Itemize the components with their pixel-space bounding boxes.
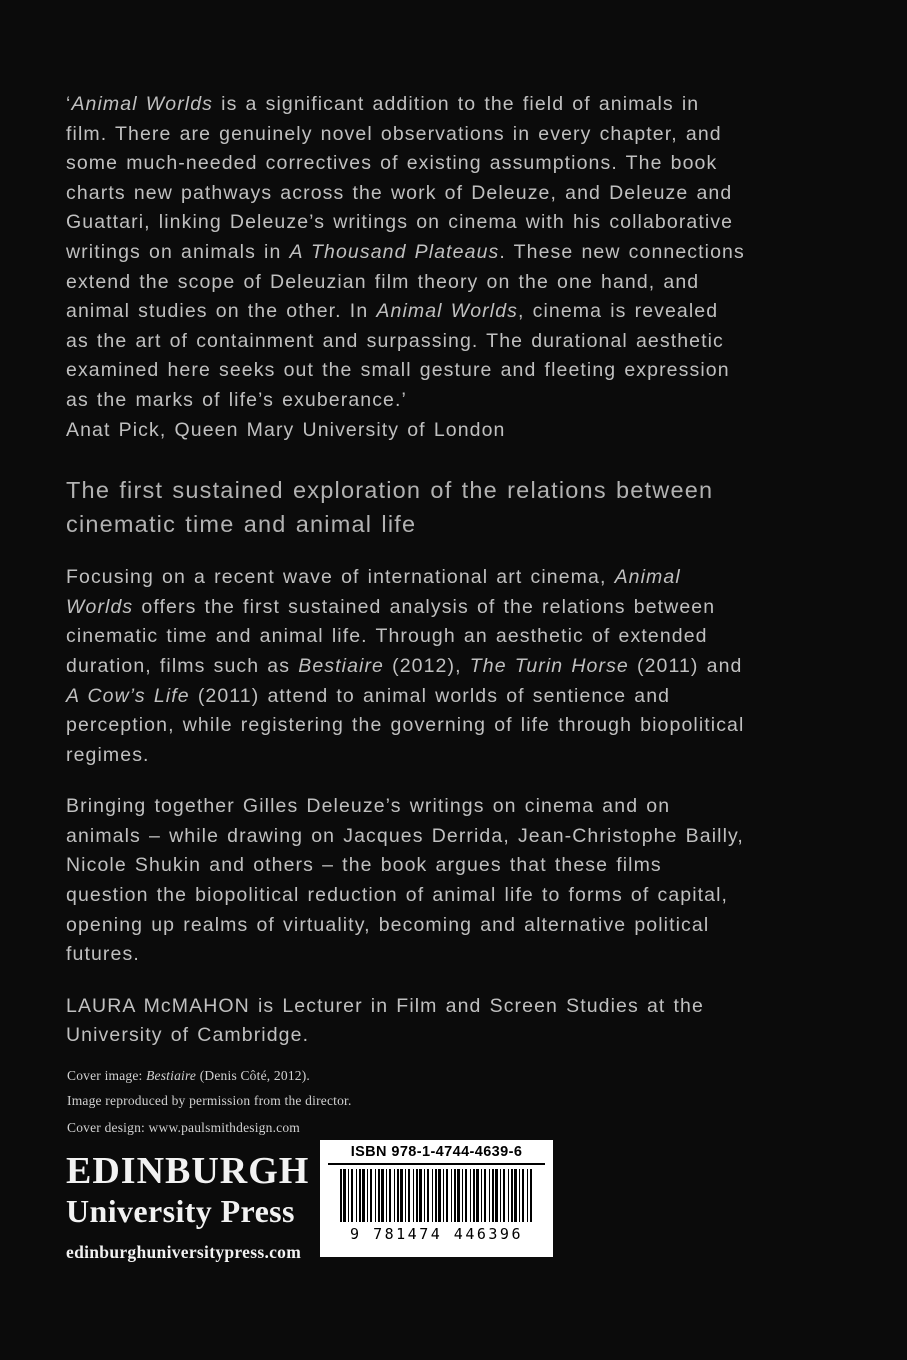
credit-cover-image: Cover image: Bestiaire (Denis Côté, 2012). xyxy=(67,1068,310,1083)
barcode-number: 9 781474 446396 xyxy=(350,1225,523,1243)
cover-text-content xyxy=(66,90,748,1051)
publisher-website: edinburghuniversitypress.com xyxy=(66,1242,302,1263)
credit-cover-design: Cover design: www.paulsmithdesign.com xyxy=(67,1120,300,1135)
description-paragraph-1: Focusing on a recent wave of international art cinema, Animal Worlds offers the first sustained analysis of the relations between cinematic time and animal life. Through an aesthetic of extended duration, films such as Bestiaire (2012), The Turin Horse (2011) and A Cow’s Life (2011) attend to animal worlds of sentience and perception, while registering the governing of life through biopolitical regimes. xyxy=(66,566,745,766)
description-paragraph-2: Bringing together Gilles Deleuze’s writings on cinema and on animals – while drawing on Jacques Derrida, Jean-Christophe Bailly, Nicole Shukin and others – the book argues that these films question the biopolitical reduction of animal life to forms of capital, opening up realms of virtuality, becoming and alternative political futures. xyxy=(66,795,744,966)
publisher-name-line2: University Press xyxy=(66,1192,295,1229)
author-bio: LAURA McMAHON is Lecturer in Film and Screen Studies at the University of Cambridge. xyxy=(66,994,704,1047)
publisher-logo xyxy=(66,1152,309,1263)
credit-permission: Image reproduced by permission from the director. xyxy=(67,1092,352,1108)
credits-block xyxy=(67,1064,352,1141)
isbn-label: ISBN 978-1-4744-4639-6 xyxy=(328,1144,545,1165)
review-attribution: Anat Pick, Queen Mary University of London xyxy=(66,418,506,441)
tagline: The first sustained exploration of the relations between cinematic time and animal life xyxy=(66,477,714,538)
barcode-bars xyxy=(340,1169,533,1222)
barcode xyxy=(320,1140,553,1257)
publisher-name-line1: EDINBURGH xyxy=(66,1150,310,1192)
review-quote: ‘Animal Worlds is a significant addition to the field of animals in film. There are genuinely novel observations in every chapter, and some much-needed correctives of existing assumptions. The book charts new pathways across the work of Deleuze, and Deleuze and Guattari, linking Deleuze’s writings on cinema with his collaborative writings on animals in A Thousand Plateaus. These new connections extend the scope of Deleuzian film theory on the one hand, and animal studies on the other. In Animal Worlds, cinema is revealed as the art of containment and surpassing. The durational aesthetic examined here seeks out the small gesture and fleeting expression as the marks of life’s exuberance.’ xyxy=(66,93,745,411)
